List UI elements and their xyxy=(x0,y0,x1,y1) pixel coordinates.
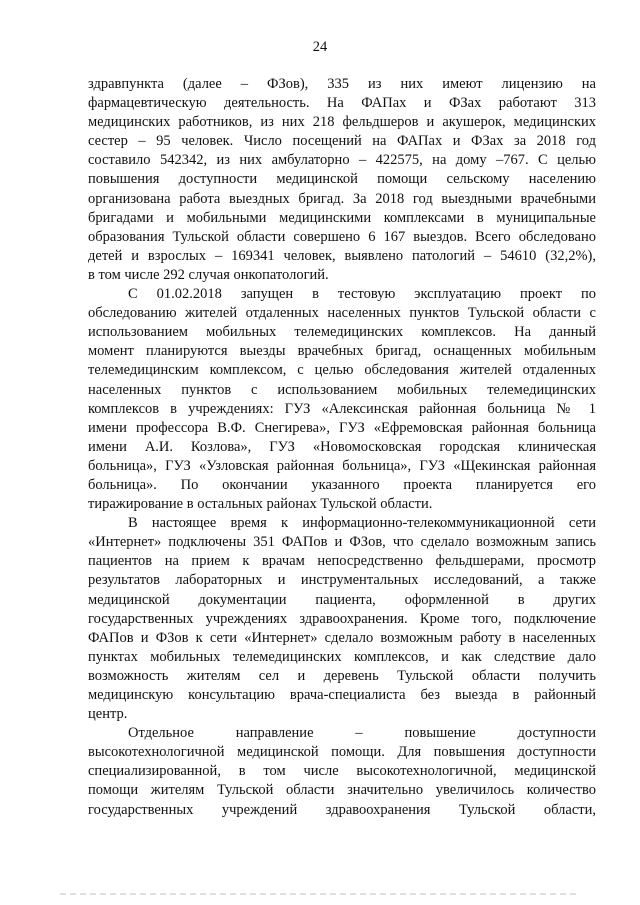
text-line: детей и взрослых – 169341 человек, выявлено патологий – 54610 (32,2%), xyxy=(88,247,596,264)
text-line: здравпункта (далее – ФЗов), 335 из них имеют лицензию на xyxy=(88,76,596,92)
text-line: имени А.И. Козлова», ГУЗ «Новомосковская городская клиническая xyxy=(88,438,596,455)
text-line: медицинских работников, из них 218 фельдшеров и акушерок, медицинских xyxy=(88,114,596,131)
text-line: С 01.02.2018 запущен в тестовую эксплуатацию проект по xyxy=(128,286,596,303)
text-line: повышения доступности медицинской помощи сельскому населению xyxy=(88,171,596,188)
text-line: бригадами и мобильными медицинскими комплексами в муниципальные xyxy=(88,209,596,226)
text-line: результатов лабораторных и инструментальных исследований, а также xyxy=(88,572,596,589)
text-line: В настоящее время к информационно-телекоммуникационной сети xyxy=(128,515,596,532)
scan-artifact-line xyxy=(60,893,580,895)
text-line: государственных учреждений здравоохранения Тульской области, xyxy=(88,801,596,818)
text-line: пунктах мобильных телемедицинских комплексов, и как следствие дало xyxy=(88,648,596,665)
text-line: специализированной, в том числе высокотехнологичной, медицинской xyxy=(88,763,596,780)
text-line: организована работа выездных бригад. За 2018 год выездными врачебными xyxy=(88,190,596,207)
text-line: ФАПов и ФЗов к сети «Интернет» сделало возможным работу в населенных xyxy=(88,629,596,646)
paragraph xyxy=(88,724,596,819)
text-line: медицинской документации пациента, оформленной в других xyxy=(88,591,596,608)
document-body xyxy=(88,75,596,820)
text-line: использованием мобильных телемедицинских комплексов. На данный xyxy=(88,324,596,341)
text-line: фармацевтическую деятельность. На ФАПах и ФЗах работают 313 xyxy=(88,95,596,112)
text-line: момент планируются выезды врачебных бригад, оснащенных мобильным xyxy=(88,343,596,360)
text-line: обследованию жителей отдаленных населенных пунктов Тульской области с xyxy=(88,305,596,322)
paragraph xyxy=(88,514,596,724)
page-number: 24 xyxy=(312,39,328,55)
text-line: имени профессора В.Ф. Снегирева», ГУЗ «Ефремовская районная больница xyxy=(88,419,596,436)
text-line: Отдельное направление – повышение доступности xyxy=(128,725,596,742)
text-line-last: тиражирование в остальных районах Тульской области. xyxy=(88,496,433,513)
text-line: высокотехнологичной медицинской помощи. Для повышения доступности xyxy=(88,744,596,761)
text-line: сестер – 95 человек. Число посещений на ФАПах и ФЗах за 2018 год xyxy=(88,133,596,150)
text-line-last: центр. xyxy=(88,706,128,723)
text-line: комплексов в учреждениях: ГУЗ «Алексинская районная больница № 1 xyxy=(88,400,596,417)
text-line: больница», ГУЗ «Узловская районная больница», ГУЗ «Щекинская районная xyxy=(88,457,596,474)
text-line: медицинскую консультацию врача-специалиста без выезда в районный xyxy=(88,687,596,703)
text-line: составило 542342, из них амбулаторно – 422575, на дому –767. С целью xyxy=(88,152,596,169)
paragraph xyxy=(88,75,596,285)
text-line: больница». По окончании указанного проекта планируется его xyxy=(88,476,596,493)
text-line: пациентов на прием к врачам непосредственно фельдшерами, просмотр xyxy=(88,553,596,570)
text-line: помощи жителям Тульской области значительно увеличилось количество xyxy=(88,782,596,799)
text-line: населенных пунктов с использованием мобильных телемедицинских xyxy=(88,381,596,398)
text-line: телемедицинским комплексом, с целью обследования жителей отдаленных xyxy=(88,362,596,379)
paragraph xyxy=(88,285,596,514)
text-line: возможность жителям сел и деревень Тульской области получить xyxy=(88,667,596,684)
text-line: «Интернет» подключены 351 ФАПов и ФЗов, что сделало возможным запись xyxy=(88,534,596,551)
text-line: государственных учреждениях здравоохранения. Кроме того, подключение xyxy=(88,610,596,627)
text-line-last: в том числе 292 случая онкопатологий. xyxy=(88,266,329,283)
text-line: образования Тульской области совершено 6 167 выездов. Всего обследовано xyxy=(88,228,596,245)
